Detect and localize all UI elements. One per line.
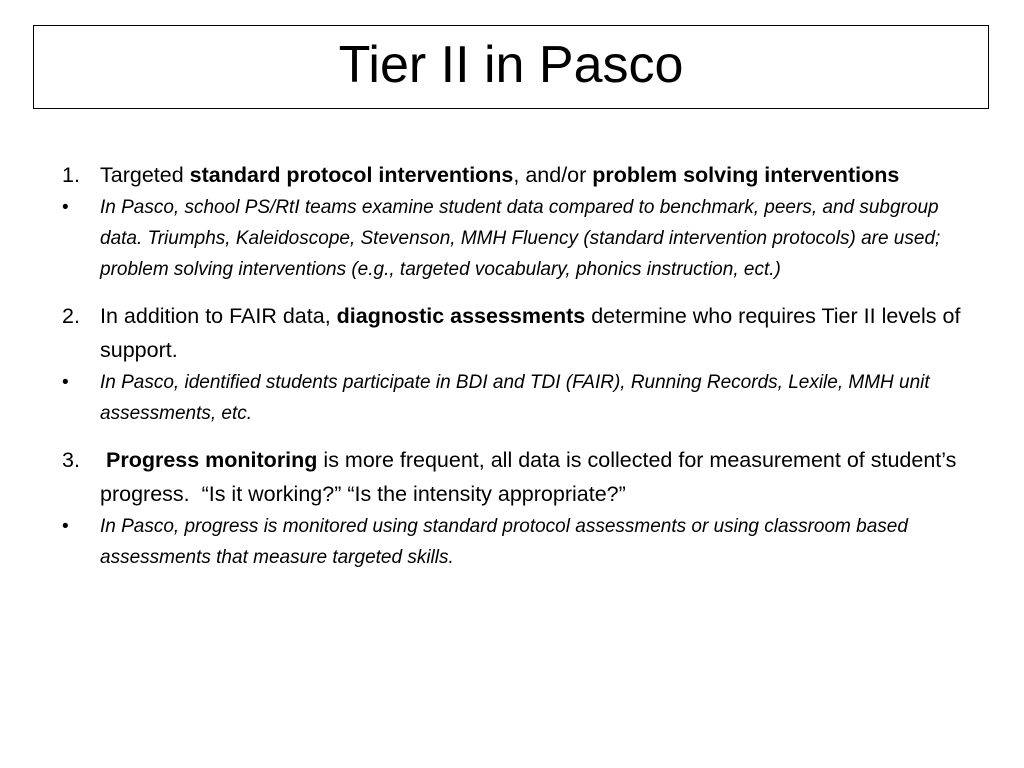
bullet-icon: • (62, 516, 69, 537)
text-run: determine who requires Tier II levels of support. (100, 304, 961, 362)
sub-bullet-text: In Pasco, school PS/RtI teams examine student data compared to benchmark, peers, and subgroup data. Triumphs, Kaleidoscope, Stevenson, MMH Fluency (standard intervention protocols) are used; problem solving interventions (e.g., targeted vocabulary, phonics instruction, ect.) (100, 197, 941, 280)
item-text (100, 158, 972, 192)
bold-text-run: Progress monitoring (105, 448, 318, 472)
item-text (100, 299, 972, 367)
bold-text-run: standard protocol interventions (189, 163, 514, 187)
bullet-icon: • (62, 197, 69, 218)
text-run: In addition to FAIR data, (100, 304, 337, 328)
bold-text-run: problem solving interventions (592, 163, 900, 187)
sub-bullet-text: In Pasco, identified students participate in BDI and TDI (FAIR), Running Records, Lexile, MMH unit assessments, etc. (100, 372, 930, 424)
sub-bullet-1 (62, 192, 972, 285)
text-run: , and/or (513, 163, 593, 187)
slide-content (62, 158, 972, 573)
sub-bullet-3 (62, 511, 972, 573)
item-text (100, 443, 972, 511)
slide-title: Tier II in Pasco (338, 36, 684, 94)
item-number: 2. (62, 304, 80, 328)
item-number: 1. (62, 163, 80, 187)
numbered-item-1 (62, 158, 972, 192)
numbered-item-3 (62, 443, 972, 511)
text-run: is more frequent, all data is collected for measurement of student’s progress. “Is it working?” “Is the intensity appropriate?” (100, 448, 963, 506)
sub-bullet-text: In Pasco, progress is monitored using standard protocol assessments or using classroom based assessments that measure targeted skills. (100, 516, 908, 568)
title-box (33, 25, 989, 109)
bold-text-run: diagnostic assessments (336, 304, 586, 328)
text-run: Targeted (100, 163, 190, 187)
numbered-item-2 (62, 299, 972, 367)
sub-bullet-2 (62, 367, 972, 429)
bullet-icon: • (62, 372, 69, 393)
item-number: 3. (62, 448, 80, 472)
